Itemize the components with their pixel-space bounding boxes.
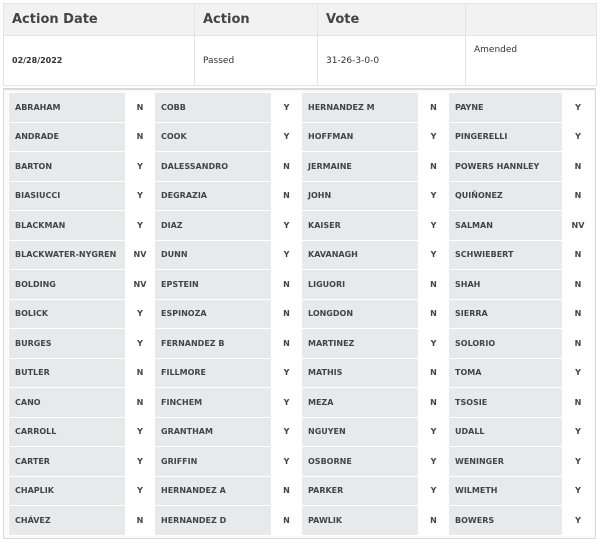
member-vote: Y xyxy=(419,417,449,447)
member-name: PAWLIK xyxy=(302,506,419,536)
member-vote: Y xyxy=(419,211,449,241)
action-date: 02/28/2022 xyxy=(4,36,195,86)
member-vote: Y xyxy=(272,93,302,123)
member-vote: N xyxy=(126,122,155,152)
member-votes-panel xyxy=(3,88,596,539)
member-name: OSBORNE xyxy=(302,447,419,477)
table-row xyxy=(9,122,594,152)
member-name: PARKER xyxy=(302,476,419,506)
member-name: SCHWIEBERT xyxy=(449,240,563,270)
member-vote: N xyxy=(419,270,449,300)
member-vote: N xyxy=(563,181,594,211)
member-vote: Y xyxy=(272,211,302,241)
table-row xyxy=(9,358,594,388)
table-row xyxy=(9,329,594,359)
member-name: HERNANDEZ D xyxy=(155,506,272,536)
status-amended: Amended xyxy=(466,36,597,86)
member-name: FINCHEM xyxy=(155,388,272,418)
table-row xyxy=(9,211,594,241)
member-vote: Y xyxy=(126,299,155,329)
member-name: CARROLL xyxy=(9,417,126,447)
member-vote: Y xyxy=(563,358,594,388)
table-row xyxy=(9,388,594,418)
member-vote: N xyxy=(272,506,302,536)
member-vote: N xyxy=(563,388,594,418)
member-vote: NV xyxy=(563,211,594,241)
member-vote: Y xyxy=(419,329,449,359)
member-name: DALESSANDRO xyxy=(155,152,272,182)
member-name: COOK xyxy=(155,122,272,152)
summary-row xyxy=(4,36,597,86)
table-row xyxy=(9,240,594,270)
table-row xyxy=(9,506,594,536)
member-vote: Y xyxy=(419,447,449,477)
member-vote: Y xyxy=(272,447,302,477)
header-action: Action xyxy=(195,4,318,36)
member-name: MEZA xyxy=(302,388,419,418)
member-vote: Y xyxy=(563,122,594,152)
member-name: COBB xyxy=(155,93,272,123)
member-vote: Y xyxy=(563,93,594,123)
member-name: FERNANDEZ B xyxy=(155,329,272,359)
member-vote: Y xyxy=(272,388,302,418)
member-name: MATHIS xyxy=(302,358,419,388)
member-vote: N xyxy=(272,181,302,211)
member-name: SHAH xyxy=(449,270,563,300)
member-vote: Y xyxy=(126,211,155,241)
member-vote: N xyxy=(126,358,155,388)
member-name: BLACKMAN xyxy=(9,211,126,241)
member-vote: Y xyxy=(126,447,155,477)
member-name: GRIFFIN xyxy=(155,447,272,477)
member-name: BLACKWATER-NYGREN xyxy=(9,240,126,270)
header-vote: Vote xyxy=(318,4,466,36)
table-row xyxy=(9,447,594,477)
table-row xyxy=(9,417,594,447)
member-vote: N xyxy=(419,388,449,418)
member-name: MARTINEZ xyxy=(302,329,419,359)
member-vote: N xyxy=(272,270,302,300)
table-row xyxy=(9,93,594,123)
member-vote: N xyxy=(272,299,302,329)
member-name: WILMETH xyxy=(449,476,563,506)
member-vote: NV xyxy=(126,270,155,300)
member-vote: N xyxy=(272,476,302,506)
member-vote: N xyxy=(563,299,594,329)
member-name: BIASIUCCI xyxy=(9,181,126,211)
member-name: PINGERELLI xyxy=(449,122,563,152)
member-name: DEGRAZIA xyxy=(155,181,272,211)
member-name: POWERS HANNLEY xyxy=(449,152,563,182)
member-name: ABRAHAM xyxy=(9,93,126,123)
member-vote: Y xyxy=(563,476,594,506)
member-name: DUNN xyxy=(155,240,272,270)
member-name: LIGUORI xyxy=(302,270,419,300)
member-name: CARTER xyxy=(9,447,126,477)
member-name: KAVANAGH xyxy=(302,240,419,270)
member-vote: N xyxy=(563,240,594,270)
member-name: JERMAINE xyxy=(302,152,419,182)
member-vote: Y xyxy=(419,122,449,152)
member-name: EPSTEIN xyxy=(155,270,272,300)
member-name: TOMA xyxy=(449,358,563,388)
member-name: CHAPLIK xyxy=(9,476,126,506)
member-vote: Y xyxy=(563,447,594,477)
member-vote: N xyxy=(563,329,594,359)
member-name: SIERRA xyxy=(449,299,563,329)
member-name: BARTON xyxy=(9,152,126,182)
member-vote: N xyxy=(419,299,449,329)
member-vote: N xyxy=(563,152,594,182)
member-vote: Y xyxy=(126,417,155,447)
member-vote: N xyxy=(563,270,594,300)
member-name: HOFFMAN xyxy=(302,122,419,152)
member-name: WENINGER xyxy=(449,447,563,477)
member-vote: Y xyxy=(272,358,302,388)
member-vote: Y xyxy=(563,506,594,536)
member-vote: Y xyxy=(272,122,302,152)
member-vote: NV xyxy=(126,240,155,270)
member-vote: N xyxy=(126,506,155,536)
table-row xyxy=(9,476,594,506)
summary-header-row xyxy=(4,4,597,36)
action-summary-table xyxy=(3,3,597,86)
member-vote: Y xyxy=(126,181,155,211)
table-row xyxy=(9,152,594,182)
member-name: NGUYEN xyxy=(302,417,419,447)
member-vote: Y xyxy=(272,417,302,447)
member-name: GRANTHAM xyxy=(155,417,272,447)
member-name: HERNANDEZ A xyxy=(155,476,272,506)
member-vote: N xyxy=(419,358,449,388)
member-name: UDALL xyxy=(449,417,563,447)
member-name: HERNANDEZ M xyxy=(302,93,419,123)
member-name: SOLORIO xyxy=(449,329,563,359)
member-name: ESPINOZA xyxy=(155,299,272,329)
member-name: KAISER xyxy=(302,211,419,241)
member-vote: Y xyxy=(126,329,155,359)
header-action-date: Action Date xyxy=(4,4,195,36)
member-vote: Y xyxy=(419,476,449,506)
member-vote: Y xyxy=(563,417,594,447)
header-status xyxy=(466,4,597,36)
action-result: Passed xyxy=(195,36,318,86)
member-name: BOLICK xyxy=(9,299,126,329)
member-name: BUTLER xyxy=(9,358,126,388)
member-vote: Y xyxy=(126,476,155,506)
table-row xyxy=(9,181,594,211)
member-name: BURGES xyxy=(9,329,126,359)
vote-record xyxy=(3,3,596,539)
vote-tally: 31-26-3-0-0 xyxy=(318,36,466,86)
member-vote: Y xyxy=(419,240,449,270)
member-name: BOLDING xyxy=(9,270,126,300)
member-name: CANO xyxy=(9,388,126,418)
member-name: JOHN xyxy=(302,181,419,211)
member-name: BOWERS xyxy=(449,506,563,536)
member-name: CHÁVEZ xyxy=(9,506,126,536)
member-name: DIAZ xyxy=(155,211,272,241)
table-row xyxy=(9,270,594,300)
member-name: QUIÑONEZ xyxy=(449,181,563,211)
member-vote: N xyxy=(419,152,449,182)
member-vote: N xyxy=(419,506,449,536)
member-vote: Y xyxy=(419,181,449,211)
member-name: SALMAN xyxy=(449,211,563,241)
member-name: TSOSIE xyxy=(449,388,563,418)
member-vote: Y xyxy=(272,240,302,270)
member-vote: N xyxy=(419,93,449,123)
member-name: ANDRADE xyxy=(9,122,126,152)
member-vote: N xyxy=(272,329,302,359)
member-name: PAYNE xyxy=(449,93,563,123)
member-vote: N xyxy=(126,93,155,123)
member-vote: Y xyxy=(126,152,155,182)
table-row xyxy=(9,299,594,329)
member-vote: N xyxy=(126,388,155,418)
member-votes-table xyxy=(8,92,594,536)
member-name: FILLMORE xyxy=(155,358,272,388)
member-name: LONGDON xyxy=(302,299,419,329)
member-vote: N xyxy=(272,152,302,182)
